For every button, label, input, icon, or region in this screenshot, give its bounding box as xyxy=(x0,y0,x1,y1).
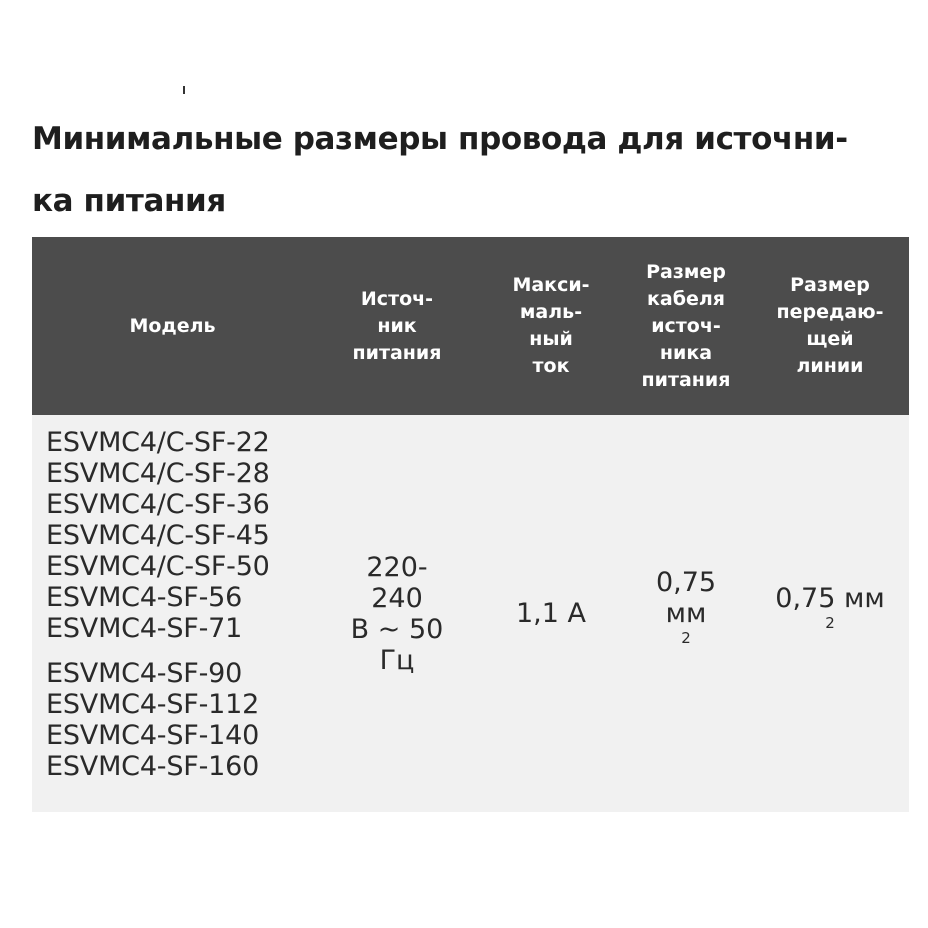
max-current-value: 1,1 А xyxy=(516,598,586,629)
model-row: ESVMC4-SF-56 xyxy=(46,582,243,613)
stray-mark xyxy=(183,86,185,94)
model-row: ESVMC4-SF-90 xyxy=(46,658,243,689)
header-max-current: Макси- маль- ный ток xyxy=(512,274,590,377)
table-header xyxy=(32,237,909,415)
power-source-value: 220- 240 В ~ 50 Гц xyxy=(350,551,444,676)
model-row: ESVMC4-SF-71 xyxy=(46,613,243,644)
model-row: ESVMC4/C-SF-28 xyxy=(46,458,270,489)
section-title xyxy=(32,108,912,232)
model-row: ESVMC4-SF-140 xyxy=(46,720,260,751)
source-cable-size-value: 0,75 мм $^2$ xyxy=(655,567,717,647)
header-source-cable-size: Размер кабеля источ- ника питания xyxy=(641,260,731,391)
header-power-source: Источ- ник питания xyxy=(352,287,442,364)
table-body xyxy=(32,415,909,812)
model-row: ESVMC4/C-SF-22 xyxy=(46,427,270,458)
model-row: ESVMC4/C-SF-36 xyxy=(46,489,270,520)
model-row: ESVMC4/C-SF-50 xyxy=(46,551,270,582)
transmission-line-size-value: 0,75 мм $^2$ xyxy=(775,582,885,632)
model-row: ESVMC4-SF-160 xyxy=(46,751,260,782)
model-row: ESVMC4-SF-112 xyxy=(46,689,260,720)
model-row: ESVMC4/C-SF-45 xyxy=(46,520,270,551)
section-title-line-1: Минимальные размеры провода для источни- xyxy=(32,121,848,157)
model-list xyxy=(46,427,270,782)
section-title-line-2: ка питания xyxy=(32,183,226,219)
header-transmission-line-size: Размер передаю- щей линии xyxy=(776,274,884,377)
header-model: Модель xyxy=(129,314,216,337)
wire-size-table xyxy=(32,237,909,812)
